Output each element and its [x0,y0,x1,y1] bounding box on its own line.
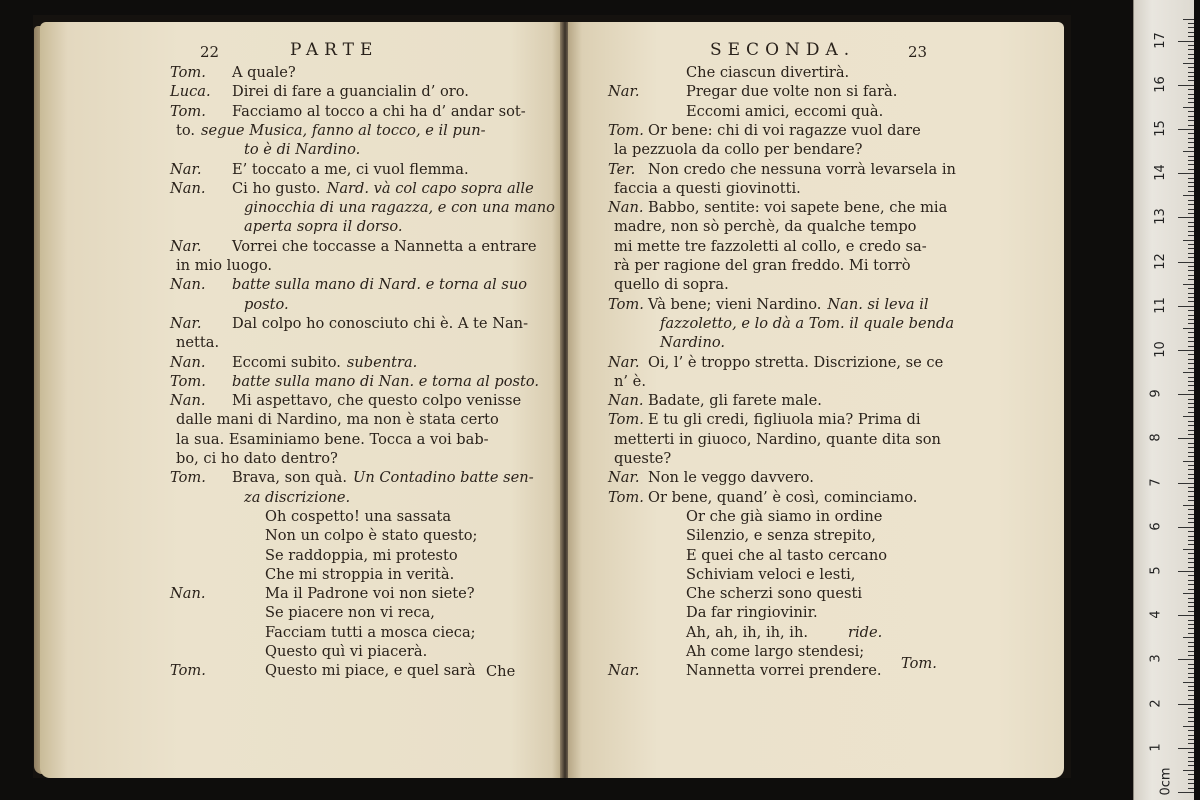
ruler-tick [1188,421,1194,422]
ruler-number: 13 [1152,208,1168,226]
verse-text: Questo mi piace, e quel sarà [265,662,476,680]
ruler-tick [1188,677,1194,678]
ruler-unit-label: 0cm [1158,767,1174,796]
ruler-tick [1188,743,1194,744]
ruler-tick [1188,536,1194,537]
line-text: la sua. Esaminiamo bene. Tocca a voi bab- [176,430,489,448]
line-text: Mi aspettavo, che questo colpo venisse [232,392,522,410]
line-text: Eccomi subito. [232,353,341,371]
ruler-tick [1188,757,1194,758]
ruler-tick [1188,186,1194,187]
ruler-tick [1188,244,1194,245]
line-text: mi mette tre fazzoletti al collo, e credo sa- [614,237,927,255]
ruler-tick [1188,765,1194,766]
ruler-tick [1188,633,1194,634]
line-text: Dal colpo ho conosciuto chi è. A te Nan- [232,314,529,332]
ruler-tick [1188,45,1194,46]
ruler-tick [1188,761,1194,762]
verse-text: Silenzio, e senza strepito, [686,527,876,545]
ruler-tick [1188,598,1194,599]
ruler-number: 17 [1152,31,1168,49]
ruler-tick [1178,129,1194,130]
ruler-tick [1188,602,1194,603]
stage-direction: Nardino. [660,334,726,352]
right-page [568,22,1064,778]
ruler-tick [1183,195,1194,196]
ruler-number: 3 [1148,654,1164,664]
ruler-tick [1188,562,1194,563]
stage-direction: ginocchia di una ragazza, e con una mano [244,199,555,217]
ruler-tick [1188,319,1194,320]
ruler-tick [1188,752,1194,753]
line-text: Và bene; vieni Nardino. [648,295,822,313]
ruler-tick [1178,659,1194,660]
ruler-tick [1188,465,1194,466]
line-text: Non credo che nessuna vorrà levarsela in [648,160,956,178]
ruler-tick [1183,593,1194,594]
ruler-tick [1188,67,1194,68]
speaker-name: Nan. [170,276,206,294]
stage-direction: Nan. si leva il [827,295,929,313]
ruler-tick [1188,235,1194,236]
verse-text: Che mi stroppia in verità. [265,565,455,583]
ruler-tick [1188,514,1194,515]
verse-text: Che ciascun divertirà. [686,64,850,81]
ruler-tick [1188,178,1194,179]
ruler-tick [1178,394,1194,395]
ruler-tick [1183,505,1194,506]
ruler-tick [1188,58,1194,59]
ruler-tick [1188,558,1194,559]
ruler-tick [1188,337,1194,338]
line-text: Badate, gli farete male. [648,392,822,410]
verse-text: Questo quì vi piacerà. [265,643,428,660]
ruler-number: 2 [1148,698,1164,708]
ruler-tick [1188,94,1194,95]
ruler-tick [1188,668,1194,669]
ruler-tick [1188,620,1194,621]
ruler-tick [1188,717,1194,718]
ruler-tick [1188,147,1194,148]
ruler-number: 15 [1152,120,1168,137]
stage-direction: segue Musica, fanno al tocco, e il pun- [201,121,486,139]
ruler-tick [1188,156,1194,157]
ruler-tick [1188,425,1194,426]
ruler-tick [1188,377,1194,378]
stage-direction: ride. [848,623,883,641]
ruler-number: 11 [1152,297,1168,314]
stage-direction: subentra. [346,353,418,371]
ruler-tick [1188,213,1194,214]
line-text: queste? [614,450,672,467]
verse-text: Che scherzi sono questi [686,585,863,603]
ruler-tick [1188,301,1194,302]
ruler-tick [1183,107,1194,108]
line-text: Direi di fare a guancialin d’ oro. [232,83,469,101]
ruler-tick [1188,673,1194,674]
ruler-tick [1183,416,1194,417]
ruler-tick [1188,708,1194,709]
ruler-tick [1188,297,1194,298]
ruler-tick [1188,257,1194,258]
ruler-tick [1188,222,1194,223]
ruler-tick [1188,664,1194,665]
ruler-tick [1188,32,1194,33]
line-text: Facciamo al tocco a chi ha d’ andar sot- [232,102,526,120]
ruler-tick [1188,434,1194,435]
ruler-tick [1188,655,1194,656]
ruler-tick [1188,624,1194,625]
verse-text: Se piacere non vi reca, [265,604,435,622]
ruler-tick [1188,315,1194,316]
line-text: Or bene: chi di voi ragazze vuol dare [648,121,921,139]
ruler-tick [1188,275,1194,276]
ruler-tick [1183,637,1194,638]
ruler-tick [1183,151,1194,152]
verse-text: Schiviam veloci e lesti, [686,565,856,583]
ruler-number: 9 [1148,389,1164,398]
line-text: faccia a questi giovinotti. [614,179,801,197]
ruler-tick [1188,253,1194,254]
speaker-name: Tom. [608,488,644,506]
ruler-tick [1178,217,1194,218]
verse-text: Ma il Padrone voi non siete? [265,585,475,603]
ruler-tick [1188,774,1194,775]
left-page-number: 22 [200,43,220,61]
ruler-number: 5 [1148,566,1164,575]
ruler-number: 14 [1152,164,1168,181]
ruler-tick [1188,509,1194,510]
ruler-tick [1188,690,1194,691]
ruler-tick [1188,359,1194,360]
measurement-ruler [1133,0,1194,800]
line-text: E’ toccato a me, ci vuol flemma. [232,160,469,178]
line-text: to. [176,121,196,139]
ruler-tick [1188,279,1194,280]
ruler-tick [1188,478,1194,479]
ruler-tick [1188,496,1194,497]
ruler-tick [1188,575,1194,576]
ruler-tick [1188,381,1194,382]
line-text: Babbo, sentite: voi sapete bene, che mia [648,199,948,217]
ruler-tick [1183,19,1194,20]
ruler-tick [1188,606,1194,607]
ruler-tick [1188,164,1194,165]
left-page [40,22,562,778]
speaker-name: Tom. [608,121,644,139]
ruler-tick [1188,169,1194,170]
ruler-tick [1188,23,1194,24]
ruler-tick [1188,363,1194,364]
speaker-name: Nar. [608,662,640,680]
ruler-tick [1178,85,1194,86]
line-text: netta. [176,334,220,352]
line-text: quello di sopra. [614,276,729,294]
ruler-tick [1188,544,1194,545]
ruler-tick [1188,522,1194,523]
ruler-tick [1188,36,1194,37]
ruler-tick [1188,368,1194,369]
speaker-name: Tom. [608,295,644,313]
verse-text: Facciam tutti a mosca cieca; [265,623,476,641]
ruler-tick [1183,682,1194,683]
ruler-tick [1188,469,1194,470]
ruler-tick [1188,341,1194,342]
speaker-name: Nan. [170,585,206,603]
ruler-tick [1188,266,1194,267]
verse-text: Ah come largo stendesi; [686,643,865,660]
ruler-tick [1188,779,1194,780]
ruler-tick [1178,350,1194,351]
ruler-tick [1188,138,1194,139]
speaker-name: Tom. [170,372,206,390]
ruler-tick [1178,438,1194,439]
ruler-tick [1188,589,1194,590]
ruler-tick [1188,270,1194,271]
stage-direction: batte sulla mano di Nan. e torna al posto. [232,372,540,390]
ruler-tick [1188,699,1194,700]
right-running-head: SECONDA. [710,40,856,60]
verse-text: Ah, ah, ih, ih, ih. [686,623,808,641]
ruler-tick [1188,739,1194,740]
stage-direction: to è di Nardino. [244,141,361,159]
ruler-tick [1188,49,1194,50]
ruler-tick [1178,527,1194,528]
ruler-tick [1188,730,1194,731]
line-text: Ci ho gusto. [232,179,321,197]
speaker-name: Nan. [170,179,206,197]
ruler-tick [1178,615,1194,616]
ruler-tick [1188,399,1194,400]
line-text: bo, ci ho dato dentro? [176,450,338,467]
ruler-tick [1183,63,1194,64]
speaker-name: Nar. [170,314,202,332]
ruler-tick [1178,704,1194,705]
stage-direction: za discrizione. [244,488,351,506]
ruler-tick [1188,27,1194,28]
line-text: metterti in giuoco, Nardino, quante dita son [614,430,941,448]
speaker-name: Tom. [170,64,206,81]
ruler-tick [1188,735,1194,736]
ruler-tick [1188,209,1194,210]
ruler-tick [1188,111,1194,112]
ruler-tick [1188,721,1194,722]
ruler-tick [1188,695,1194,696]
ruler-number: 12 [1152,252,1168,270]
ruler-tick [1188,430,1194,431]
ruler-tick [1188,182,1194,183]
ruler-tick [1188,412,1194,413]
ruler-tick [1188,125,1194,126]
ruler-tick [1183,284,1194,285]
ruler-tick [1188,474,1194,475]
ruler-tick [1188,447,1194,448]
ruler-tick [1188,540,1194,541]
line-text: Non le veggo davvero. [648,469,814,487]
ruler-tick [1188,231,1194,232]
ruler-tick [1188,120,1194,121]
verse-text: Se raddoppia, mi protesto [265,546,458,564]
ruler-number: 16 [1152,76,1168,93]
verse-text: Pregar due volte non si farà. [686,83,898,101]
ruler-tick [1188,553,1194,554]
verse-text: Da far ringiovinir. [686,604,818,622]
ruler-tick [1183,549,1194,550]
ruler-tick [1188,142,1194,143]
ruler-tick [1178,483,1194,484]
line-text: rà per ragione del gran freddo. Mi torrò [614,257,911,274]
line-text: Vorrei che toccasse a Nannetta a entrare [232,237,537,255]
right-page-number: 23 [908,43,928,61]
ruler-tick [1188,443,1194,444]
ruler-number: 10 [1152,341,1168,358]
speaker-name: Nar. [608,353,640,371]
ruler-tick [1183,328,1194,329]
stage-direction: Un Contadino batte sen- [353,469,534,487]
ruler-number: 8 [1148,433,1164,443]
ruler-tick [1188,332,1194,333]
speaker-name: Nar. [608,83,640,101]
verse-text: Non un colpo è stato questo; [265,527,478,545]
ruler-tick [1188,200,1194,201]
ruler-tick [1188,531,1194,532]
ruler-tick [1188,651,1194,652]
ruler-tick [1188,160,1194,161]
ruler-tick [1188,323,1194,324]
ruler-tick [1188,310,1194,311]
ruler-tick [1183,461,1194,462]
ruler-number: 6 [1148,522,1164,531]
ruler-tick [1188,80,1194,81]
ruler-tick [1188,646,1194,647]
speaker-name: Tom. [608,411,644,429]
ruler-tick [1188,783,1194,784]
ruler-tick [1188,116,1194,117]
ruler-tick [1188,491,1194,492]
speaker-name: Tom. [170,102,206,120]
ruler-tick [1188,628,1194,629]
speaker-name: Nar. [170,237,202,255]
ruler-tick [1188,567,1194,568]
ruler-tick [1188,346,1194,347]
ruler-tick [1188,580,1194,581]
ruler-tick [1188,712,1194,713]
ruler-tick [1178,748,1194,749]
speaker-name: Ter. [608,160,636,178]
ruler-tick [1183,372,1194,373]
line-text: la pezzuola da collo per bendare? [614,141,863,159]
ruler-tick [1188,500,1194,501]
ruler-tick [1188,293,1194,294]
ruler-tick [1178,792,1194,793]
ruler-tick [1188,133,1194,134]
line-text: madre, non sò perchè, da qualche tempo [614,218,917,236]
stage-direction: posto. [244,295,289,313]
line-text: A quale? [232,64,296,81]
ruler-tick [1188,248,1194,249]
ruler-tick [1188,102,1194,103]
line-text: E tu gli credi, figliuola mia? Prima di [648,411,921,429]
speaker-name: Nan. [170,353,206,371]
right-catchword: Tom. [901,655,937,672]
speaker-name: Nan. [170,392,206,410]
speaker-name: Tom. [170,469,206,487]
ruler-number: 1 [1148,743,1164,752]
ruler-tick [1188,204,1194,205]
speaker-name: Tom. [170,662,206,680]
ruler-tick [1178,571,1194,572]
ruler-tick [1188,407,1194,408]
ruler-tick [1188,390,1194,391]
ruler-tick [1188,487,1194,488]
line-text: Oi, l’ è troppo stretta. Discrizione, se ce [648,353,944,371]
speaker-name: Nan. [608,392,644,410]
ruler-tick [1178,173,1194,174]
left-running-head: PARTE [290,40,379,60]
ruler-tick [1188,354,1194,355]
stage-direction: batte sulla mano di Nard. e torna al suo [232,276,528,294]
ruler-tick [1178,41,1194,42]
stage-direction: aperta sopra il dorso. [244,218,403,236]
ruler-tick [1188,98,1194,99]
ruler-tick [1188,89,1194,90]
ruler-tick [1188,584,1194,585]
stage-direction: Nard. và col capo sopra alle [326,179,534,197]
verse-text: Eccomi amici, eccomi quà. [686,102,884,120]
ruler-tick [1188,456,1194,457]
stage-direction: fazzoletto, e lo dà a Tom. il quale benda [660,314,955,332]
ruler-tick [1178,262,1194,263]
ruler-tick [1188,452,1194,453]
ruler-tick [1188,385,1194,386]
ruler-tick [1178,306,1194,307]
line-text: Brava, son quà. [232,469,348,487]
ruler-number: 4 [1148,610,1164,619]
speaker-name: Nan. [608,199,644,217]
ruler-tick [1183,770,1194,771]
verse-text: Nannetta vorrei prendere. [686,662,882,680]
ruler-tick [1188,288,1194,289]
ruler-number: 7 [1148,477,1164,487]
line-text: Or bene, quand’ è così, cominciamo. [648,488,918,506]
left-catchword: Che [486,663,516,680]
ruler-tick [1188,54,1194,55]
ruler-tick [1183,240,1194,241]
speaker-name: Nar. [608,469,640,487]
ruler-tick [1188,518,1194,519]
ruler-tick [1188,76,1194,77]
ruler-tick [1188,191,1194,192]
line-text: n’ è. [614,372,646,390]
line-text: in mio luogo. [176,257,272,274]
ruler-tick [1188,72,1194,73]
verse-text: Oh cospetto! una sassata [265,507,452,525]
ruler-tick [1183,726,1194,727]
speaker-name: Nar. [170,160,202,178]
ruler-tick [1188,686,1194,687]
speaker-name: Luca. [170,83,211,101]
ruler-tick [1188,226,1194,227]
ruler-tick [1188,403,1194,404]
ruler-tick [1188,642,1194,643]
ruler-tick [1188,788,1194,789]
verse-text: E quei che al tasto cercano [686,546,888,564]
verse-text: Or che già siamo in ordine [686,507,883,525]
ruler-tick [1188,611,1194,612]
line-text: dalle mani di Nardino, ma non è stata certo [176,411,499,429]
